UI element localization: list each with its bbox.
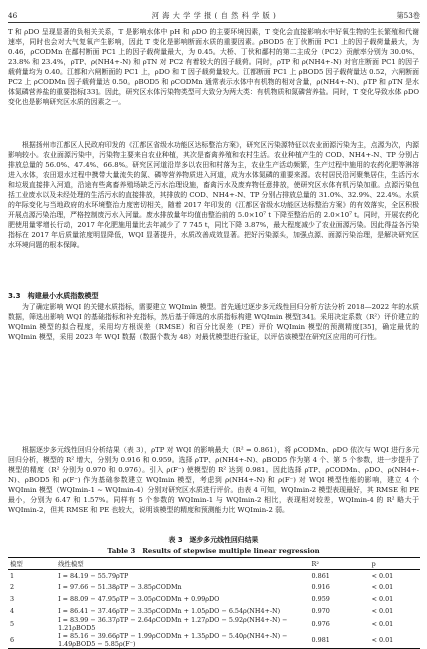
table-row — [8, 632, 420, 649]
paragraph-pollution-sources: 根据扬州市江都区人民政府印发的《江都区省级水功能区达标整治方案》，研究区污染源特征以农业面源污染为主，点源为次，内源影响较小。农业面源污染中，污染物主要来自农业种植，其次是畜禽养殖和农村生活。农业种植产生的 COD、NH4+-N、TP 分别占排放总量的 56.0%、47.4%、66.8%。研究区河道沿岸多以农田和村落为主，农业生产活动频繁，生产过程中施用的农药化肥等淋溶进入水体，农田退水过程中携带大量流失的氮、磷等营养物质进入河道，成为水体氮磷的重要来源。农村居民沿河聚集居住，生活污水和垃圾直接排入河道，沿途有些禽畜养殖场缺乏污水治理设施，畜禽污水及废弃物任意排放，使研究区水体有机污染加重。点源污染包括工业废水以及未经处理的生活污水的直接排放，其排放的 COD、NH4+-N、TP 分别占排放总量的 31.0%、32.9%、22.4%。水质的年际变化与当地政府的水环境整治力度密切相关，随着 2017 年印发的《江都区省级水功能区达标整治方案》的有效落实，全区积极开展点源污染治理，严格控制废污水入河量。废水排放量年均值由整治前的 5.0×10⁷ t 下降至整治后的 2.0×10⁷ t。同时，开展农药化肥使用量零增长行动，2017 年化肥施用量比去年减少了 7 745 t，同比下降 3.87%，最大程度减少了农业面源污染。因此得益各污染指标在 2017 年后质量浓度明显降低，WQI 显著提升，水质改善成效显著。把好污染源头，加强点源、面源污染治理，是解决研究区水环境问题的根本保障。 — [8, 141, 419, 250]
cell-p: < 0.01 — [371, 606, 394, 615]
col-header-model: 模型 — [8, 558, 56, 570]
cell-r2: 0.916 — [311, 583, 330, 592]
cell-model: 3 — [10, 594, 15, 603]
table-row — [8, 582, 420, 594]
cell-r2: 0.861 — [311, 571, 330, 580]
paragraph-pca-results: T 和 ρDO 呈现显著的负相关关系，T 是影响水体中 pH 和 ρDO 的主要环境因素，T 变化会直接影响水中好氧生物的生长繁殖和代谢速率，同时也会对大气复氧产生影响，因此 T 变化是影响断面水质的重要因素。ρBOD5 在丁伙断面 PC1 上的因子载荷量最大，为 0.46，ρCODMn 在鄱村断面 PC1 上的因子载荷量最大，为 0.45。大桥、丁伙和鄱村的第二主成分（PC2）贡献率分别为 30.0%、23.8% 和 23.4%，ρTP、ρ(NH4+-N) 和 ρTN 对 PC2 有着较大的因子载荷。同时，ρTP 和 ρ(NH4+-N) 对官庄断面 PC1 的因子载荷量均为 0.40。江都和六闸断面的 PC1 上，ρDO 和 T 因子载荷量较大。江都断面 PC1 上 ρBOD5 因子载荷量达 0.52，六闸断面 PC2 上 ρCODMn 因子载荷量达 0.50。ρBOD5 和 ρCODMn 通常表示水体中有机物的相对含量，ρ(NH4+-N)、ρTP 和 ρTN 是水体氮磷营养盐的重要指标[33]。因此，研究区水体污染物类型可大致分为两大类：有机物质和氮磷营养盐。同时，T 变化导致水体 ρDO 变化也是影响研究区水质的因素之一。 — [8, 28, 419, 107]
paragraph-regression-results: 根据逐步多元线性回归分析结果（表 3），ρTP 对 WQI 的影响最大（R² = 0.861），将 ρCODMn、ρDO 依次与 WQI 进行多元回归分析，模型的 R² 增大，分别为 0.916 和 0.959。选择 ρTP、ρ(NH4+-N)、ρBOD5 作为第 4 个、第 5 个参数，进一步提升了模型的精度（R² 分别为 0.970 和 0.976）。引入 ρ(F⁻) 使模型的 R² 达到 0.981。因此选择 ρTP、ρCODMn、ρDO、ρ(NH4+-N)、ρBOD5 和 ρ(F⁻) 作为基础参数建立 WQImin 模型，考虑到 ρ(NH4+-N) 和 ρ(F⁻) 对 WQI 模型性能的影响，建立 4 个 WQImin 模型（WQImin-1 ~ WQImin-4）分别对研究区水质进行评价。由表 4 可知，WQImin-2 模型表现最好，其 RMSE 和 PE 最小，分别为 6.47 和 1.57%。同样有 5 个参数的 WQImin-1 与 WQImin-2 相比，表现相对较差，WQImin-4 的 R² 略大于 WQImin-2，但其 RMSE 和 PE 也较大，说明该模型的精度和预测能力比 WQImin-2 弱。 — [8, 446, 419, 515]
cell-r2: 0.970 — [311, 606, 330, 615]
cell-p: < 0.01 — [371, 583, 394, 592]
table-caption-en: Table 3 Results of stepwise multiple linear regression — [107, 547, 320, 555]
page-number: 46 — [8, 11, 18, 20]
cell-model: 2 — [10, 583, 15, 592]
cell-equation: I = 86.41 − 37.46ρTP − 3.35ρCODMn + 1.05ρDO − 6.54ρ(NH4+-N) — [58, 606, 281, 615]
table-row — [8, 593, 420, 605]
section-heading: 3.3 构建最小水质指数模型 — [8, 291, 99, 300]
cell-model: 6 — [8, 632, 56, 649]
cell-p: < 0.01 — [371, 594, 394, 603]
cell-equation: I = 83.99 − 36.37ρTP − 2.64ρCODMn + 1.27ρDO − 5.92ρ(NH4+-N) − 1.21ρBOD5 — [58, 616, 288, 633]
cell-p: < 0.01 — [371, 571, 394, 580]
col-header-linear-model: 线性模型 — [56, 558, 309, 570]
journal-title: 河 海 大 学 学 报 ( 自 然 科 学 版 ) — [151, 11, 277, 20]
col-header-r2: R² — [310, 558, 370, 570]
cell-r2: 0.959 — [311, 594, 330, 603]
table-caption-cn: 表 3 逐步多元线性回归结果 — [168, 536, 259, 544]
cell-equation: I = 85.16 − 39.66ρTP − 1.99ρCODMn + 1.35ρDO − 5.40ρ(NH4+-N) − 1.49ρBOD5 − 5.85ρ(F⁻) — [56, 632, 309, 649]
cell-r2: 0.976 — [311, 620, 330, 629]
running-header — [8, 9, 420, 23]
cell-p: < 0.01 — [371, 620, 394, 629]
cell-model: 5 — [10, 620, 15, 629]
table-row — [8, 616, 420, 632]
table-row — [8, 605, 420, 617]
cell-equation: I = 84.19 − 55.79ρTP — [58, 571, 129, 580]
regression-table — [8, 557, 420, 649]
cell-model: 1 — [10, 571, 15, 580]
cell-p: < 0.01 — [370, 632, 420, 649]
volume-label: 第53卷 — [396, 11, 420, 20]
paragraph-wqimin-method: 为了确定影响 WQI 的关键水质指标，需要建立 WQImin 模型。首先通过逐步多元线性回归分析方法分析 2018—2022 年的水质数据，筛选出影响 WQI 的基础指标和补充指标，然后基于筛选的水质指标构建 WQImin 模型[34]。采用决定系数（R²）评价建立的 WQImin 模型的拟合程度，采用均方根误差（RMSE）和百分比误差（PE）评价 WQImin 模型的预测精度[35]，确定最优的 WQImin 模型，采用 2023 年 WQI 数据（数据个数为 48）对最优模型进行验证，以评估该模型在研究区应用的可行性。 — [8, 303, 419, 342]
col-header-p: p — [370, 558, 420, 570]
cell-equation: I = 97.66 − 51.38ρTP − 3.85ρCODMn — [58, 583, 182, 592]
table-row — [8, 570, 420, 582]
cell-r2: 0.981 — [310, 632, 370, 649]
cell-model: 4 — [10, 606, 15, 615]
table-header-row — [8, 558, 420, 570]
cell-equation: I = 88.09 − 47.95ρTP − 3.05ρCODMn + 0.99ρDO — [58, 594, 220, 603]
